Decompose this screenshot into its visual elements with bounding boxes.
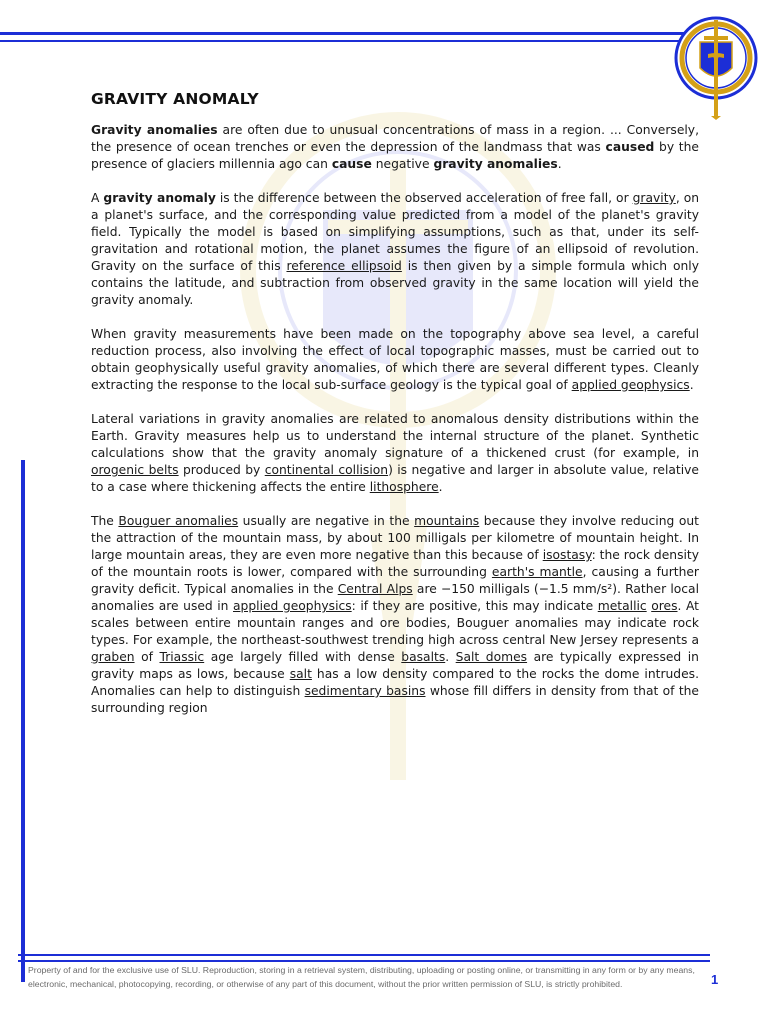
paragraph-4 bbox=[91, 411, 699, 496]
link-applied-geophysics[interactable]: applied geophysics bbox=[571, 378, 690, 392]
text-span: , causing a further gravity deficit. Typical anomalies in the bbox=[91, 565, 699, 596]
text-span: . bbox=[689, 378, 694, 392]
link-salt[interactable]: salt bbox=[289, 667, 312, 681]
text-span: usually are negative in the bbox=[238, 514, 415, 528]
paragraph-2 bbox=[91, 190, 699, 309]
text-span: . bbox=[557, 157, 562, 171]
page-number: 1 bbox=[711, 972, 719, 987]
text-span: When gravity measurements have been made on the topography above sea level, a careful reduction process, also involving the effect of local topographic masses, must be carried out to obtain geophysically useful gravity anomalies, of which there are several different types. Cleanly extracting the response to the local sub-surface geology is the typical goal of bbox=[91, 327, 699, 392]
link-applied-geophysics-2[interactable]: applied geophysics bbox=[233, 599, 352, 613]
link-bouguer-anomalies[interactable]: Bouguer anomalies bbox=[118, 514, 239, 528]
text-span: is the difference between the observed acceleration of free fall, or bbox=[215, 191, 633, 205]
link-continental-collision[interactable]: continental collision bbox=[264, 463, 389, 477]
header-rule-bottom bbox=[0, 40, 700, 42]
text-span: A bbox=[91, 191, 104, 205]
bold-term: cause bbox=[331, 157, 372, 171]
footer-rule-bottom bbox=[18, 960, 710, 962]
link-lithosphere[interactable]: lithosphere bbox=[369, 480, 439, 494]
link-isostasy[interactable]: isostasy bbox=[542, 548, 592, 562]
text-span: . bbox=[438, 480, 443, 494]
bold-term: caused bbox=[605, 140, 655, 154]
bold-term: gravity anomaly bbox=[103, 191, 216, 205]
link-sedimentary-basins[interactable]: sedimentary basins bbox=[304, 684, 426, 698]
link-ores[interactable]: ores bbox=[651, 599, 678, 613]
link-reference-ellipsoid[interactable]: reference ellipsoid bbox=[286, 259, 402, 273]
text-span: ) is negative and larger in absolute value, relative to a case where thickening affects the entire bbox=[91, 463, 699, 494]
header-rule-top bbox=[0, 32, 700, 35]
link-triassic[interactable]: Triassic bbox=[159, 650, 205, 664]
text-span: whose fill differs in density from that of the surrounding region bbox=[91, 684, 699, 715]
text-span: are typically expressed in gravity maps as lows, because bbox=[91, 650, 699, 681]
copyright-footer: Property of and for the exclusive use of SLU. Reproduction, storing in a retrieval system, distributing, uploading or posting online, or transmitting in any form or by any means, electronic, mechanical, photocopying, recording, or otherwise of any part of this document, without the prior written permission of SLU, is strictly prohibited. bbox=[28, 965, 695, 989]
text-span: age largely filled with dense bbox=[204, 650, 402, 664]
text-span: are often due to unusual concentrations of mass in a region. ... Conversely, the presence of ocean trenches or even the depression of the landmass that was bbox=[91, 123, 699, 154]
link-earths-mantle[interactable]: earth's mantle bbox=[491, 565, 583, 579]
text-span: of bbox=[134, 650, 160, 664]
paragraph-5 bbox=[91, 513, 699, 717]
page-title: GRAVITY ANOMALY bbox=[91, 90, 259, 108]
link-graben[interactable]: graben bbox=[91, 650, 135, 664]
text-span: : the rock density of the mountain roots is lower, compared with the surrounding bbox=[91, 548, 700, 579]
text-span: are −150 milligals (−1.5 mm/s²). Rather local anomalies are used in bbox=[91, 582, 699, 613]
paragraph-1 bbox=[91, 122, 699, 173]
document-body bbox=[91, 90, 699, 734]
text-span: has a low density compared to the rocks the dome intrudes. Anomalies can help to distinguish bbox=[91, 667, 699, 698]
link-salt-domes[interactable]: Salt domes bbox=[455, 650, 528, 664]
left-margin-rule bbox=[21, 460, 25, 982]
text-span: : if they are positive, this may indicate bbox=[351, 599, 598, 613]
text-span: . bbox=[445, 650, 456, 664]
text-span: . At scales between entire mountain ranges and ore bodies, Bouguer anomalies may indicate rock types. For example, the northeast-southwest trending high across central New Jersey represents a bbox=[91, 599, 699, 647]
text-span: is then given by a simple formula which only contains the latitude, and subtraction from observed gravity in the same location will yield the gravity anomaly. bbox=[91, 259, 699, 307]
text-span: , on a planet's surface, and the corresponding value predicted from a model of the planet's gravity field. Typically the model is based on simplifying assumptions, such as that, under its self-gravitation and rotational motion, the planet assumes the figure of an ellipsoid of revolution. Gravity on the surface of this bbox=[91, 191, 700, 273]
link-central-alps[interactable]: Central Alps bbox=[337, 582, 413, 596]
text-span: The bbox=[91, 514, 119, 528]
text-span: by the presence of glaciers millennia ago can bbox=[91, 140, 699, 171]
link-metallic[interactable]: metallic bbox=[597, 599, 647, 613]
text-span: because they involve reducing out the attraction of the mountain mass, by about 100 milligals per kilometre of mountain height. In large mountain areas, they are even more negative than this because of bbox=[91, 514, 699, 562]
paragraph-3 bbox=[91, 326, 699, 394]
bold-term: gravity anomalies bbox=[433, 157, 558, 171]
link-mountains[interactable]: mountains bbox=[414, 514, 480, 528]
link-orogenic-belts[interactable]: orogenic belts bbox=[91, 463, 179, 477]
text-span: negative bbox=[371, 157, 434, 171]
text-span: produced by bbox=[178, 463, 265, 477]
link-basalts[interactable]: basalts bbox=[401, 650, 446, 664]
bold-term: Gravity anomalies bbox=[91, 123, 218, 137]
footer-rule-top bbox=[18, 954, 710, 956]
link-gravity[interactable]: gravity bbox=[632, 191, 676, 205]
text-span: Lateral variations in gravity anomalies are related to anomalous density distributions within the Earth. Gravity measures help us to understand the internal structure of the planet. Synthetic calculations show that the gravity anomaly signature of a thickened crust (for example, in bbox=[91, 412, 699, 460]
